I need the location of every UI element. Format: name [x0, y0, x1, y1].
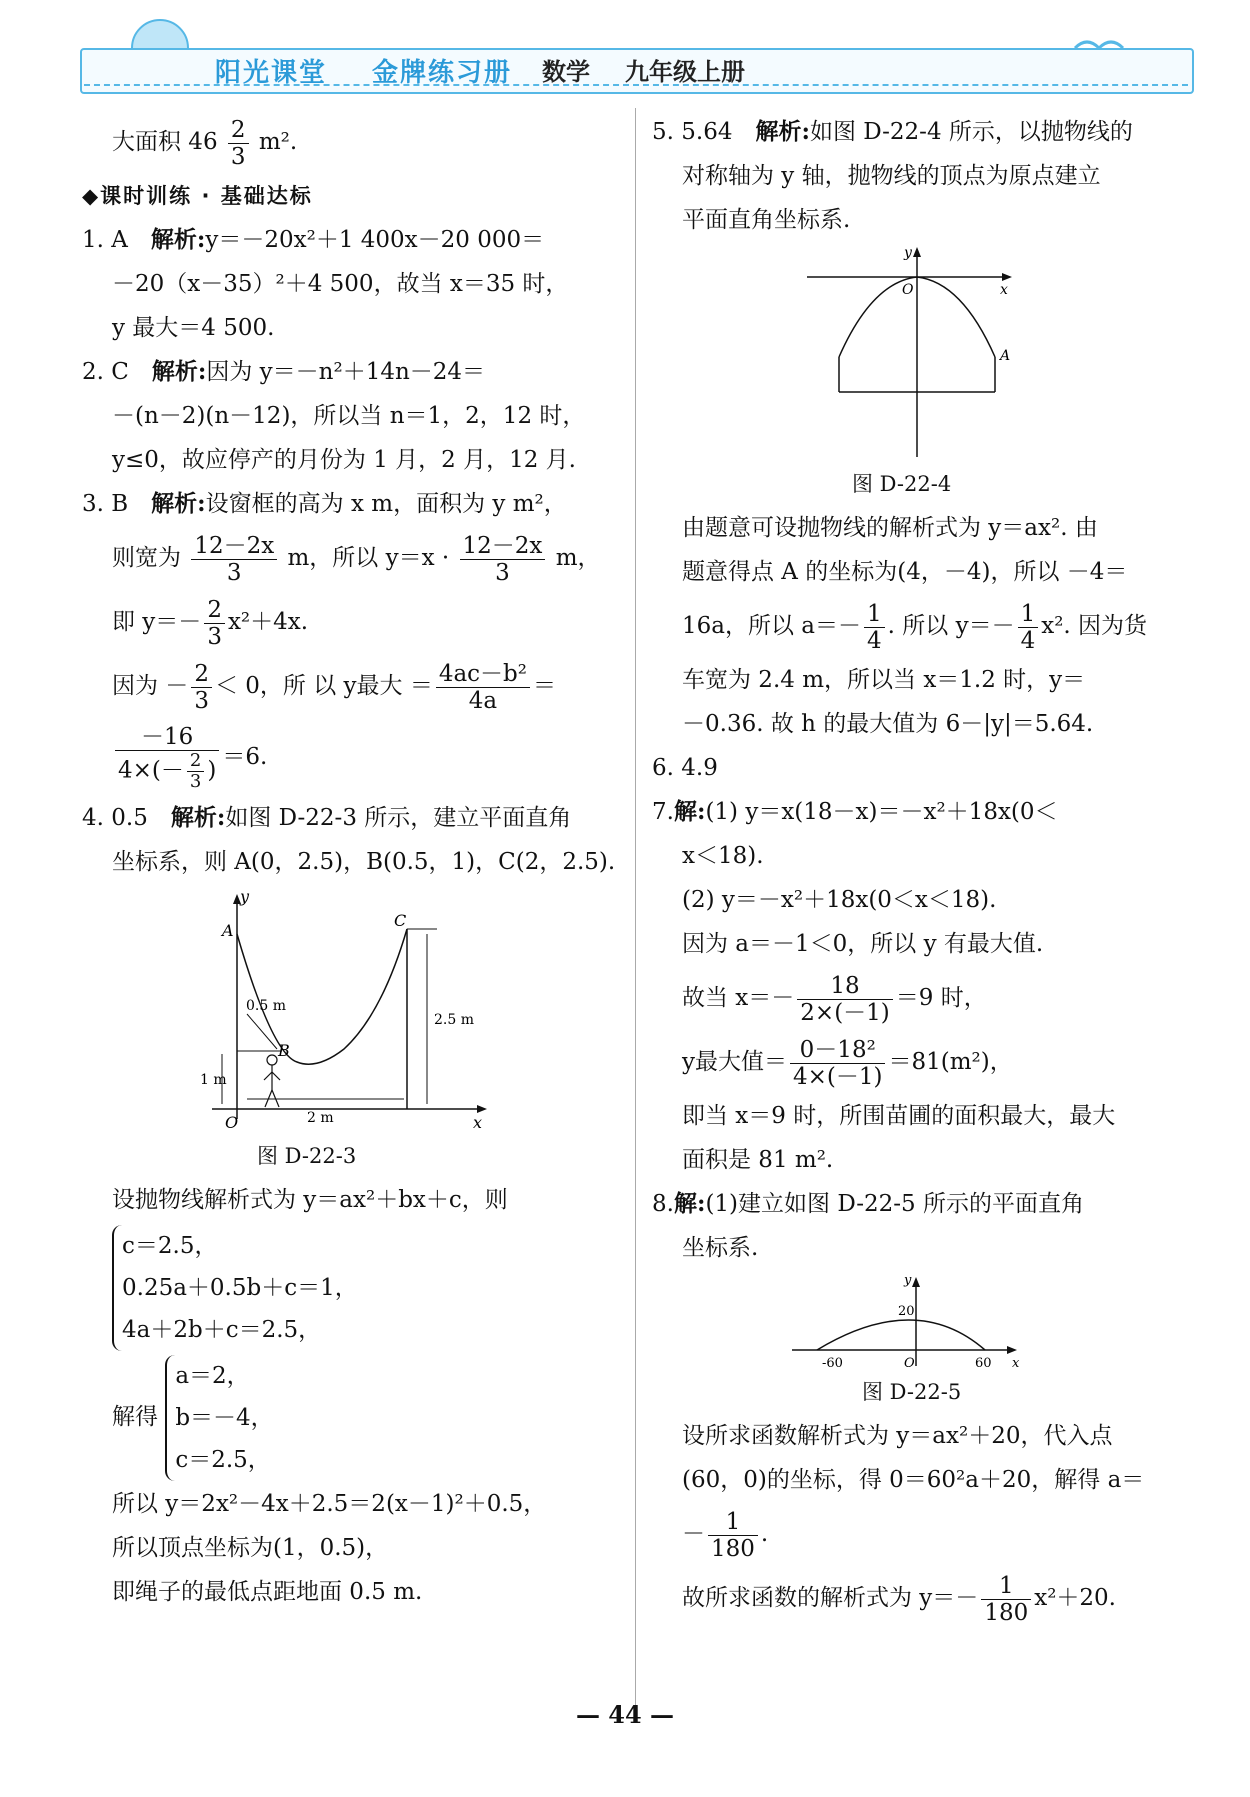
fig3-point-c: C [394, 911, 407, 930]
text: 如图 D-22-3 所示，建立平面直角 [225, 805, 572, 831]
fraction [864, 601, 885, 654]
text-line: 坐标系，则 A(0，2.5)，B(0.5，1)，C(2，2.5). [112, 849, 616, 875]
text: 4×(－ [118, 757, 184, 784]
text-line [82, 110, 622, 174]
text: x²＋20. [1034, 1585, 1116, 1611]
equation: b＝－4， [175, 1405, 274, 1431]
text-line: －0.36. 故 h 的最大值为 6－|y|＝5.64. [682, 711, 1094, 737]
text: 因为 － [112, 673, 189, 699]
frac-num: 0－18² [790, 1037, 885, 1064]
text-line: 设所求函数解析式为 y＝ax²＋20，代入点 [682, 1423, 1113, 1449]
text: m². [258, 129, 298, 155]
text: ＝6. [222, 744, 268, 770]
text-line: 由题意可设抛物线的解析式为 y＝ax². 由 [682, 515, 1098, 541]
text-line [652, 1030, 1192, 1094]
fraction [191, 533, 277, 586]
text: － [682, 1521, 705, 1547]
fig3-point-b: B [278, 1041, 290, 1060]
label: 解析: [151, 358, 207, 385]
equation: a＝2， [175, 1363, 250, 1389]
q7-line [652, 790, 1192, 834]
text-line [652, 966, 1192, 1030]
fig5-tick-m60: -60 [822, 1356, 843, 1370]
frac-num: 1 [864, 601, 885, 628]
frac-num: 12－2x [460, 533, 546, 560]
figure-caption: 图 D-22-4 [852, 472, 952, 496]
text: 如图 D-22-4 所示，以抛物线的 [809, 119, 1133, 145]
q6-line: 6. 4.9 [652, 755, 718, 781]
label: 解析: [151, 490, 206, 517]
fraction [187, 751, 204, 792]
fig3-label-2m: 2 m [307, 1110, 334, 1126]
text: 大面积 46 [112, 129, 218, 155]
q3-line [82, 482, 622, 526]
equation: c＝2.5， [175, 1447, 271, 1473]
q5-line [652, 110, 1192, 154]
text-line: －(n－2)(n－12)，所以当 n＝1，2，12 时， [112, 403, 586, 429]
q8-line [652, 1182, 1192, 1226]
left-column [82, 110, 622, 1614]
text: 故当 x＝－ [682, 985, 795, 1011]
header-series: 金牌练习册 [372, 58, 513, 88]
label: 解析: [755, 118, 810, 145]
frac-den: 3 [207, 623, 222, 650]
text: m， [555, 545, 601, 571]
text: (1) y＝x(18－x)＝－x²＋18x(0＜ [705, 799, 1058, 825]
frac-den: 180 [711, 1535, 755, 1562]
label: 解: [673, 1190, 706, 1217]
text-line: 面积是 81 m². [682, 1147, 834, 1173]
text-line: 对称轴为 y 轴，抛物线的顶点为原点建立 [682, 163, 1101, 189]
text-line: y≤0，故应停产的月份为 1 月，2 月，12 月. [112, 447, 576, 473]
frac-num: 12－2x [191, 533, 277, 560]
frac-num: 2 [187, 751, 204, 772]
fraction [790, 1037, 885, 1090]
text-line [82, 654, 622, 718]
text: 因为 y＝－n²＋14n－24＝ [206, 359, 486, 385]
text: ) [207, 757, 217, 784]
header-subject: 数学 [542, 58, 590, 86]
q1-line [82, 218, 622, 262]
equation: c＝2.5， [122, 1233, 218, 1259]
text-line: 即当 x＝9 时，所围苗圃的面积最大，最大 [682, 1103, 1116, 1129]
fraction [797, 973, 892, 1026]
q4-line [82, 796, 622, 840]
right-column [652, 110, 1192, 1630]
text-line: 平面直角坐标系. [682, 207, 851, 233]
q2-line [82, 350, 622, 394]
frac-den: 4 [1020, 627, 1036, 654]
fig5-axis-x: x [1012, 1356, 1020, 1370]
fig3-label-1m: 1 m [200, 1072, 227, 1088]
fig3-origin: O [225, 1113, 239, 1132]
answer: 2. C [82, 359, 129, 385]
brace-system-1 [112, 1225, 358, 1351]
text: ＜ 0，所 以 y最大 ＝ [214, 673, 433, 699]
header-brand: 阳光课堂 [215, 58, 328, 88]
fraction [204, 597, 225, 650]
fig4-origin: O [902, 282, 914, 298]
text: 则宽为 [112, 545, 181, 571]
text: y最大值＝ [682, 1049, 787, 1075]
text: 即 y＝－ [112, 609, 202, 635]
text-line: (2) y＝－x²＋18x(0＜x＜18). [682, 887, 997, 913]
fig5-axis-y: y [904, 1273, 912, 1288]
fraction [115, 724, 219, 792]
text: 16a，所以 a＝－ [682, 613, 862, 639]
text-line [652, 1502, 1192, 1566]
label: 解析: [170, 804, 226, 831]
frac-den: 4 [867, 627, 882, 654]
text-line: 即绳子的最低点距地面 0.5 m. [112, 1579, 423, 1605]
text-line: 因为 a＝－1＜0，所以 y 有最大值. [682, 931, 1044, 957]
fig3-axis-x: x [473, 1113, 483, 1132]
figure-d22-3 [82, 884, 622, 1134]
text-line: 坐标系. [682, 1235, 759, 1261]
arch-parabola-diagram [652, 1270, 1192, 1370]
fig5-tick-60: 60 [975, 1356, 992, 1370]
section-title: ◆课时训练 · 基础达标 [82, 184, 313, 208]
frac-den: 2×(－1) [800, 999, 890, 1026]
answer: 7. [652, 799, 674, 825]
text-line: 设抛物线解析式为 y＝ax²＋bx＋c，则 [112, 1187, 508, 1213]
brace-system-2 [165, 1355, 273, 1481]
fraction [708, 1509, 758, 1562]
text-line: 车宽为 2.4 m，所以当 x＝1.2 时，y＝ [682, 667, 1086, 693]
fraction [1018, 601, 1039, 654]
frac-den: 3 [226, 559, 242, 586]
truck-tunnel-diagram [652, 242, 1192, 462]
page-header [0, 0, 1250, 110]
fraction [191, 661, 212, 714]
text-line: y 最大＝4 500. [112, 315, 275, 341]
text-line: －20（x－35）²＋4 500，故当 x＝35 时， [112, 271, 569, 297]
frac-den: 3 [189, 771, 202, 792]
text-line: (60，0)的坐标，得 0＝60²a＋20，解得 a＝ [682, 1467, 1145, 1493]
frac-num: 18 [797, 973, 892, 1000]
fig3-label-25m: 2.5 m [434, 1012, 474, 1028]
text: (1)建立如图 D-22-5 所示的平面直角 [705, 1191, 1084, 1217]
frac-den: 3 [230, 143, 246, 170]
fraction [436, 661, 530, 714]
answer: 8. [652, 1191, 674, 1217]
text-line [652, 594, 1192, 658]
fig4-point-a: A [1000, 348, 1011, 364]
frac-num: 1 [1018, 601, 1039, 628]
fraction [228, 117, 249, 170]
frac-num: 4ac－b² [436, 661, 530, 688]
frac-num: －16 [115, 724, 219, 751]
text-line: x＜18). [682, 843, 764, 869]
figure-d22-4 [652, 242, 1192, 462]
frac-num: 2 [191, 661, 212, 688]
frac-num: 1 [981, 1573, 1031, 1600]
figure-caption: 图 D-22-5 [862, 1380, 962, 1404]
text: y＝－20x²＋1 400x－20 000＝ [205, 227, 545, 253]
fig3-point-a: A [222, 921, 234, 940]
text-line [82, 590, 622, 654]
answer: 1. A [82, 227, 128, 253]
text: . 所以 y＝－ [887, 613, 1015, 639]
rope-parabola-diagram [82, 884, 622, 1134]
frac-den: 4a [468, 687, 498, 714]
text-line [82, 718, 622, 796]
frac-den: 4×(－1) [793, 1063, 883, 1090]
page-number: — 44 — [575, 1700, 675, 1729]
text: ＝81(m²)， [888, 1049, 1013, 1075]
fig4-axis-x: x [1000, 282, 1008, 298]
fig5-origin: O [904, 1356, 915, 1370]
fraction [460, 533, 546, 586]
text: 故所求函数的解析式为 y＝－ [682, 1585, 979, 1611]
frac-den: 3 [194, 687, 209, 714]
solution-system [82, 1352, 622, 1482]
figure-caption: 图 D-22-3 [257, 1144, 357, 1168]
text: m，所以 y＝x · [287, 545, 450, 571]
equation-system [82, 1222, 622, 1352]
text-line: 题意得点 A 的坐标为(4，－4)，所以 －4＝ [682, 559, 1128, 585]
frac-den: 3 [495, 559, 510, 586]
fig5-tick-20: 20 [898, 1304, 915, 1319]
equation: 0.25a＋0.5b＋c＝1， [122, 1275, 358, 1301]
answer: 5. 5.64 [652, 119, 733, 145]
text: x². 因为货 [1041, 613, 1148, 639]
label: 解析: [150, 226, 206, 253]
answer: 3. B [82, 491, 129, 517]
fig3-label-05m: 0.5 m [246, 998, 286, 1014]
header-grade: 九年级上册 [625, 58, 745, 86]
fig3-axis-y: y [240, 887, 250, 906]
frac-den: 180 [984, 1599, 1029, 1626]
frac-num: 2 [204, 597, 225, 624]
text: 设窗框的高为 x m，面积为 y m²， [205, 491, 567, 517]
column-divider [635, 108, 636, 1708]
text-line: 所以顶点坐标为(1，0.5)， [112, 1535, 389, 1561]
frac-den [115, 751, 219, 792]
text-line [82, 526, 622, 590]
text: x²＋4x. [227, 609, 309, 635]
text: . [760, 1521, 769, 1547]
frac-num: 1 [708, 1509, 758, 1536]
label: 解: [673, 798, 706, 825]
text: 解得 [112, 1404, 158, 1430]
fig4-axis-y: y [904, 245, 912, 261]
answer: 4. 0.5 [82, 805, 148, 831]
fraction [981, 1573, 1031, 1626]
text-line: 所以 y＝2x²－4x＋2.5＝2(x－1)²＋0.5， [112, 1491, 547, 1517]
text: ＝9 时， [895, 985, 987, 1011]
text: ＝ [533, 673, 556, 699]
text-line [652, 1566, 1192, 1630]
figure-d22-5 [652, 1270, 1192, 1370]
equation: 4a＋2b＋c＝2.5， [122, 1317, 322, 1343]
frac-num: 2 [228, 117, 249, 144]
